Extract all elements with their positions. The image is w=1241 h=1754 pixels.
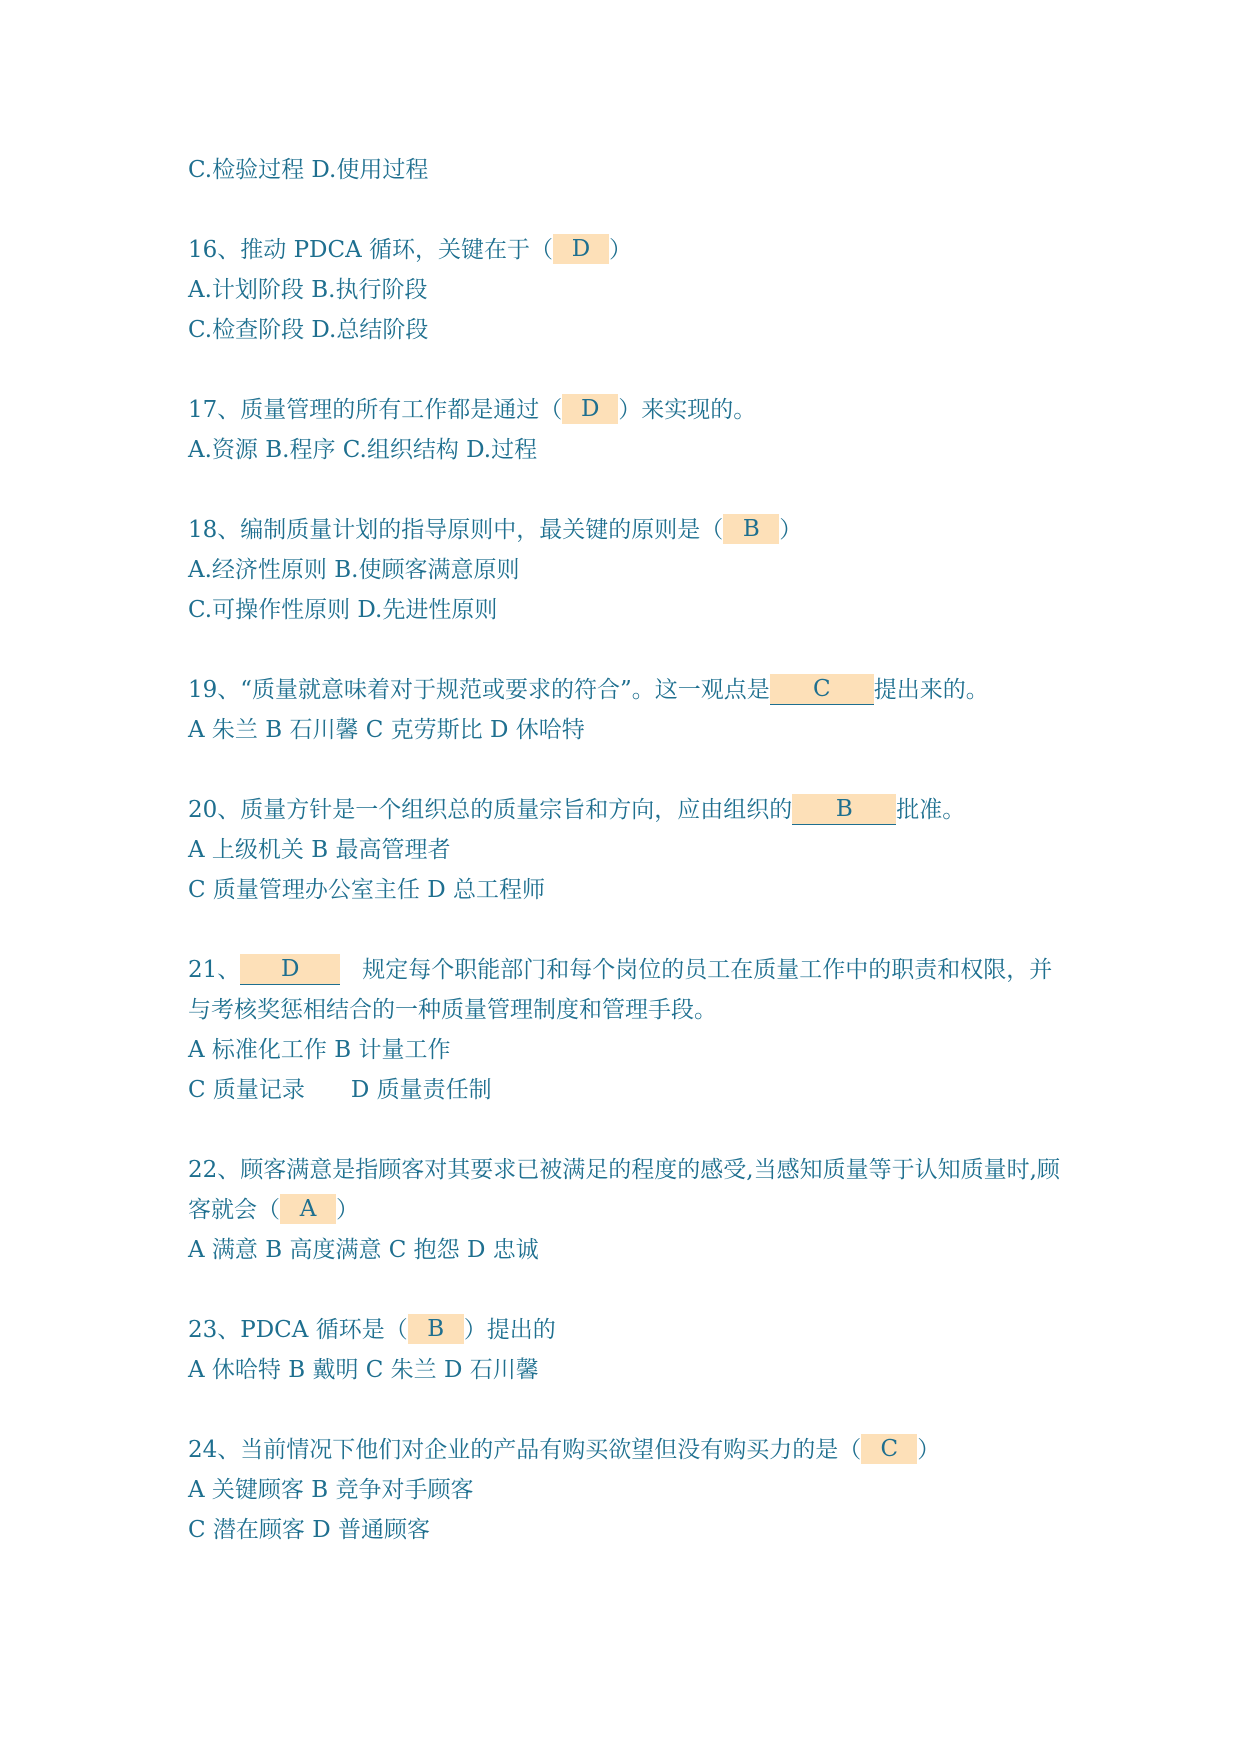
question-24: [188, 1430, 1068, 1550]
stem-text: ）提出的: [463, 1317, 556, 1343]
option-line: A 休哈特 B 戴明 C 朱兰 D 石川馨: [188, 1357, 539, 1383]
question-stem: [188, 790, 1068, 830]
stem-text: 17、质量管理的所有工作都是通过（: [188, 397, 563, 423]
answer-blank: B: [792, 794, 896, 825]
question-20: [188, 790, 1068, 910]
stem-text: ）: [917, 1437, 941, 1463]
option-line: A.经济性原则 B.使顾客满意原则: [188, 557, 520, 583]
stem-text: 规定每个职能部门和每个岗位的员工在质量工作中的职责和权限，并与考核奖惩相结合的一种质量管理制度和管理手段。: [188, 957, 1053, 1023]
stem-text: 22、顾客满意是指顾客对其要求已被满足的程度的感受,当感知质量等于认知质量时,顾客就会（: [188, 1157, 1060, 1223]
option-line: C.检查阶段 D.总结阶段: [188, 317, 429, 343]
stem-text: ）: [336, 1197, 359, 1223]
stem-text: 24、当前情况下他们对企业的产品有购买欲望但没有购买力的是（: [188, 1437, 862, 1463]
answer-blank: D: [240, 954, 340, 985]
stem-text: 23、PDCA 循环是（: [188, 1317, 408, 1343]
question-19: [188, 670, 1068, 750]
stem-text: 提出来的。: [873, 677, 989, 703]
stem-text: ）: [779, 517, 803, 543]
question-16: [188, 230, 1068, 350]
answer-blank: D: [553, 234, 609, 264]
stem-text: 批准。: [896, 797, 966, 823]
stem-text: ）: [609, 237, 633, 263]
stem-text: ）来实现的。: [618, 397, 757, 423]
option-line: C.可操作性原则 D.先进性原则: [188, 597, 498, 623]
question-stem: [188, 390, 1068, 430]
stem-text: 18、编制质量计划的指导原则中，最关键的原则是（: [188, 517, 724, 543]
option-line: C 质量记录 D 质量责任制: [188, 1077, 492, 1103]
question-stem: [188, 1310, 1068, 1350]
option-line: C 潜在顾客 D 普通顾客: [188, 1517, 430, 1543]
answer-blank: B: [408, 1314, 464, 1344]
question-17: [188, 390, 1068, 470]
answer-blank: C: [861, 1434, 917, 1464]
option-line: C 质量管理办公室主任 D 总工程师: [188, 877, 545, 903]
question-22: [188, 1150, 1068, 1270]
question-stem: [188, 670, 1068, 710]
answer-blank: A: [280, 1194, 336, 1224]
option-line: A.计划阶段 B.执行阶段: [188, 277, 428, 303]
question-stem: [188, 1150, 1068, 1230]
answer-blank: D: [562, 394, 618, 424]
question-18: [188, 510, 1068, 630]
option-line: A 朱兰 B 石川馨 C 克劳斯比 D 休哈特: [188, 717, 585, 743]
option-line: A 满意 B 高度满意 C 抱怨 D 忠诚: [188, 1237, 539, 1263]
option-line: A.资源 B.程序 C.组织结构 D.过程: [188, 437, 538, 463]
stem-text: 16、推动 PDCA 循环，关键在于（: [188, 237, 554, 263]
document-body: [188, 150, 1068, 1550]
stem-text: 20、质量方针是一个组织总的质量宗旨和方向，应由组织的: [188, 797, 793, 823]
question-stem: [188, 510, 1068, 550]
answer-blank: B: [723, 514, 779, 544]
stem-text: 19、“质量就意味着对于规范或要求的符合”。这一观点是: [188, 677, 770, 703]
option-line: C.检验过程 D.使用过程: [188, 157, 429, 183]
question-23: [188, 1310, 1068, 1390]
option-line: A 上级机关 B 最高管理者: [188, 837, 451, 863]
question-21: [188, 950, 1068, 1110]
question-stem: [188, 1430, 1068, 1470]
answer-blank: C: [770, 674, 874, 705]
stem-text: 21、: [188, 957, 241, 983]
option-line: A 标准化工作 B 计量工作: [188, 1037, 451, 1063]
option-line: A 关键顾客 B 竞争对手顾客: [188, 1477, 474, 1503]
question-stem: [188, 950, 1068, 1030]
question-stem: [188, 230, 1068, 270]
